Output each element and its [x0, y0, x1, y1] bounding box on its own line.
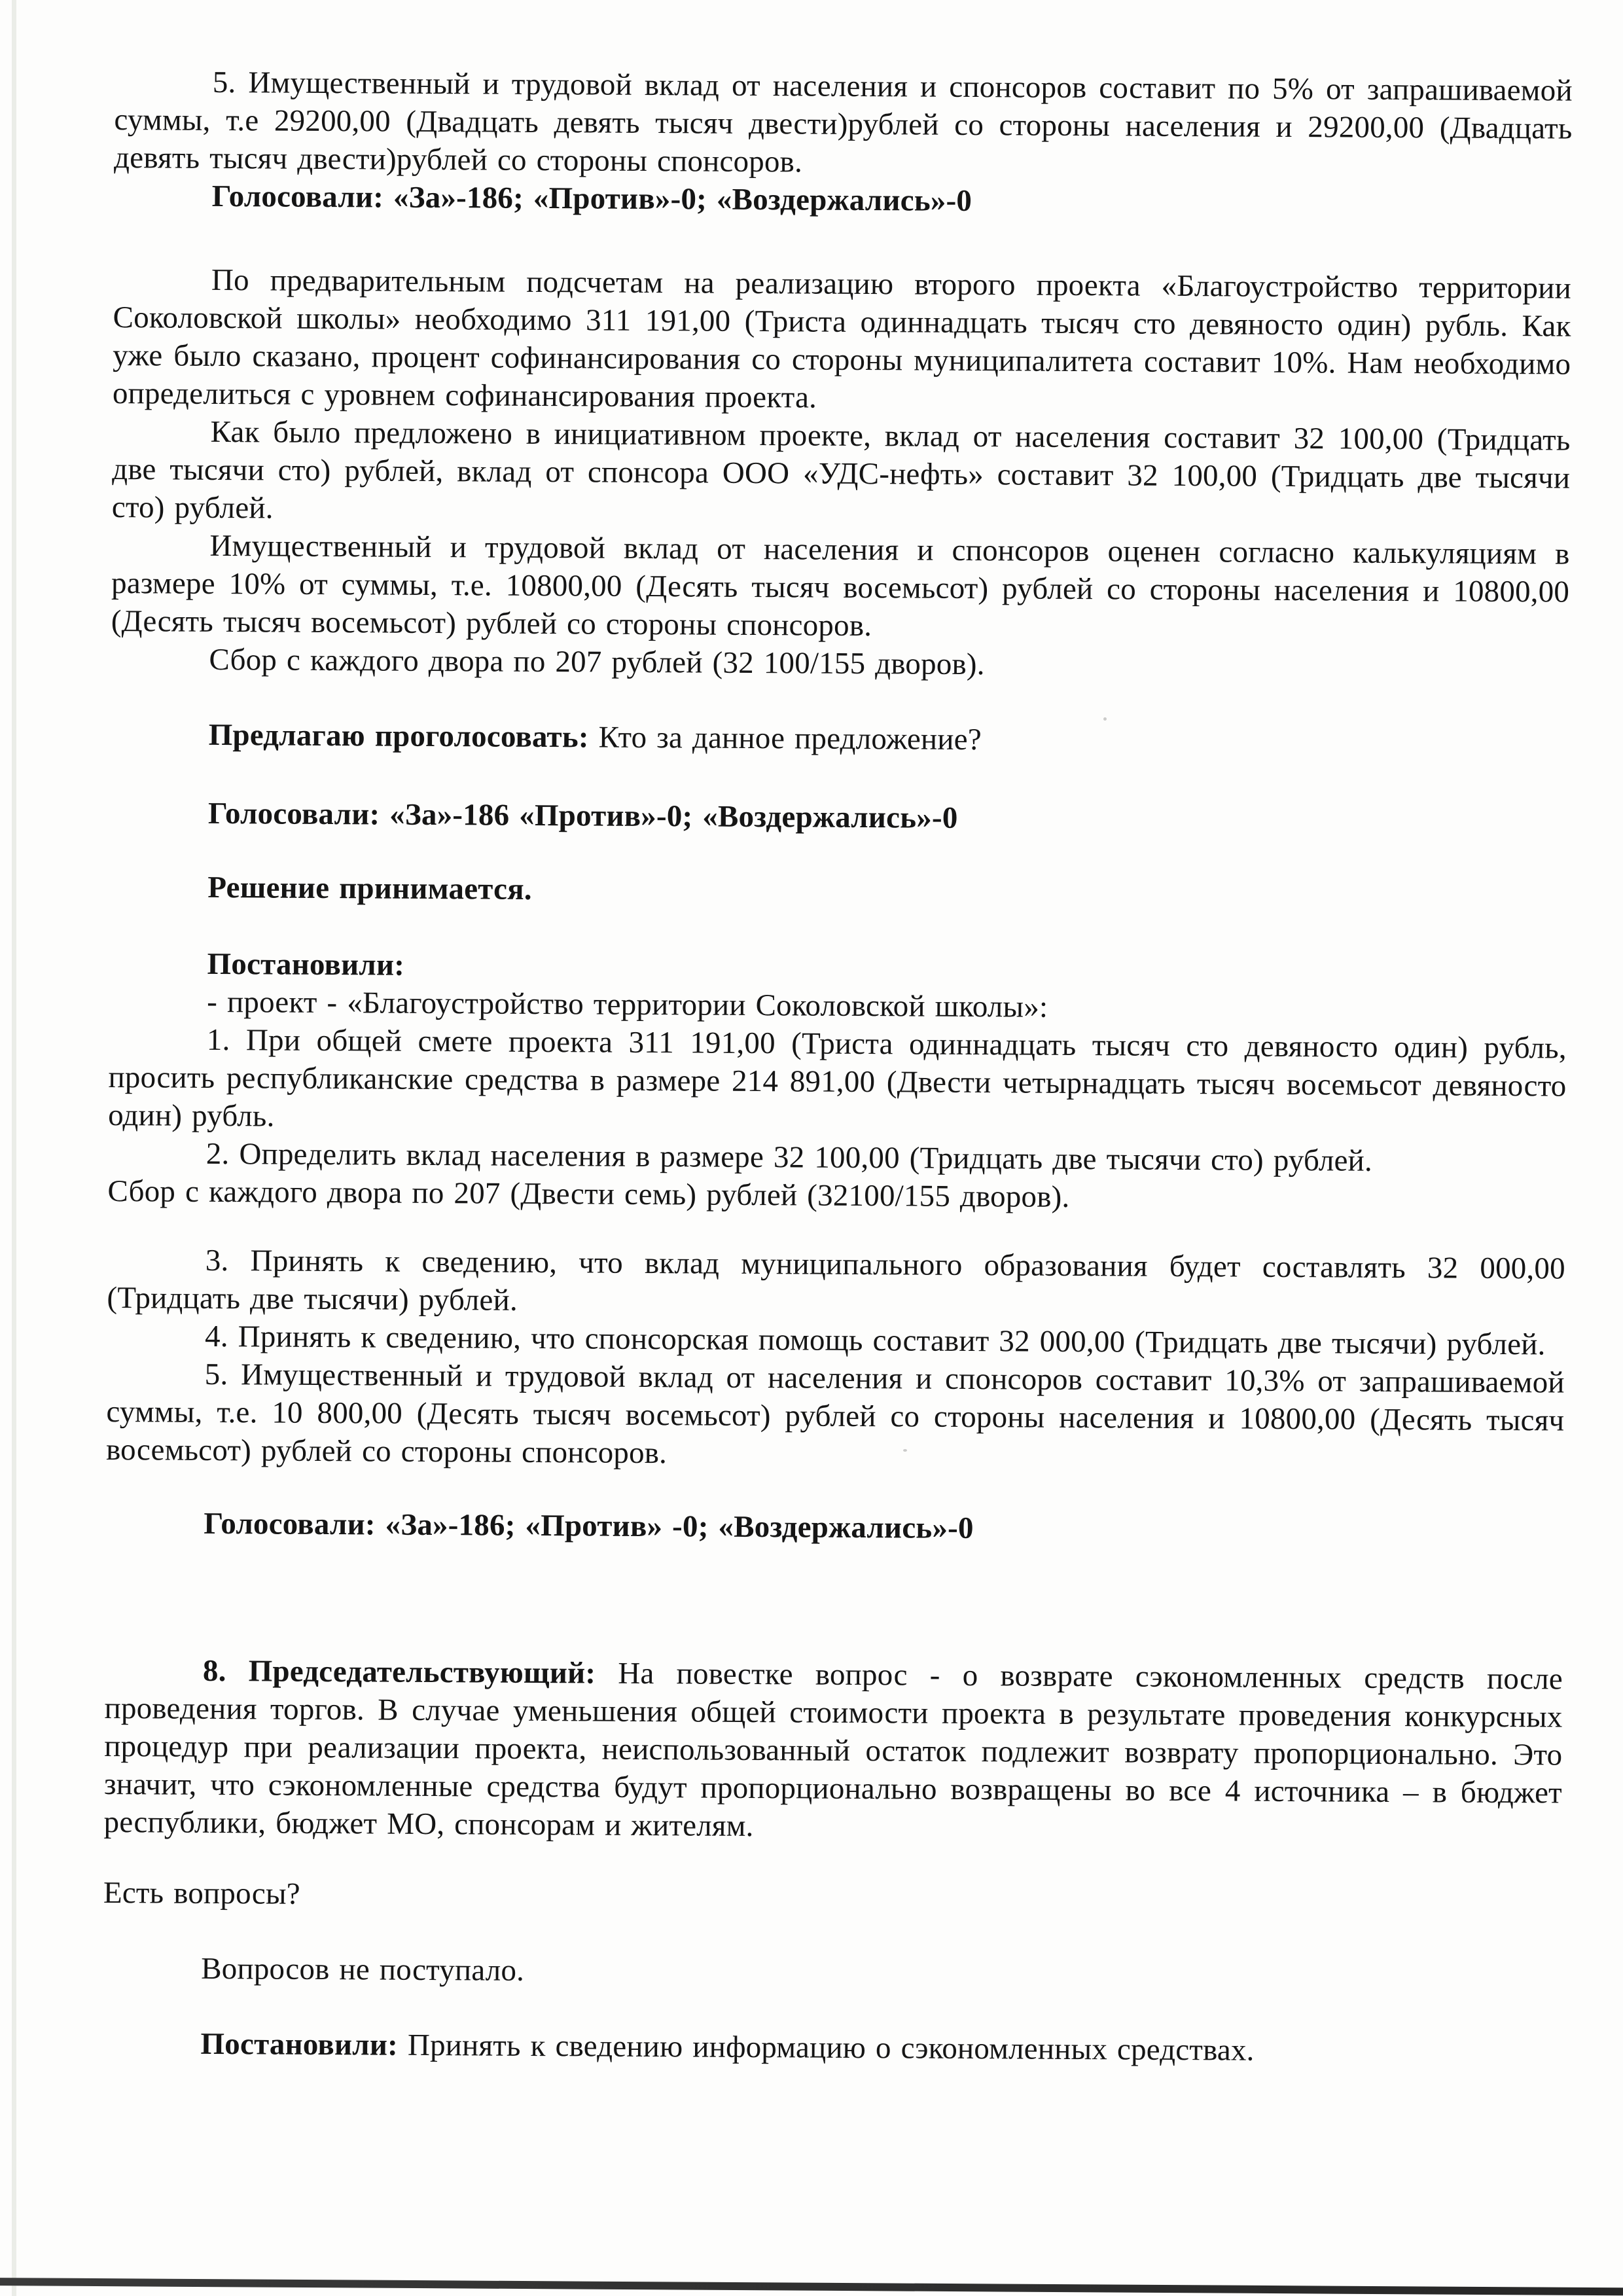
document-text-block [102, 63, 1573, 2072]
para-item5-inkind-contribution: 5. Имущественный и трудовой вклад от населения и спонсоров составит по 5% от запрашиваемой суммы, т.е 29200,00 (Двадцать девять тысяч двести)рублей со стороны населения и 29200,00 (Двадцать девять тысяч двести)рублей со стороны спонсоров. [113, 65, 1573, 179]
para-any-questions: Есть вопросы? [103, 1875, 300, 1911]
resolved-project-name: - проект - «Благоустройство территории Соколовской школы»: [207, 984, 1048, 1024]
scan-speck-1 [1103, 717, 1107, 721]
vote-result-3: Голосовали: «За»-186; «Против» -0; «Воздержались»-0 [204, 1506, 974, 1546]
resolved-item-2: 2. Определить вклад населения в размере 32 100,00 (Тридцать две тысячи сто) рублей. [205, 1136, 1373, 1178]
vote-result-1: Голосовали: «За»-186; «Против»-0; «Воздержались»-0 [211, 179, 972, 219]
para-call-to-vote: Предлагаю проголосовать: Кто за данное предложение? [208, 717, 982, 757]
resolved-item-3: 3. Принять к сведению, что вклад муниципального образования будет составлять 32 000,00 (Тридцать две тысячи) рублей. [107, 1243, 1565, 1318]
para-inkind-valuation: Имущественный и трудовой вклад от населения и спонсоров оценен согласно калькуляциям в размере 10% от суммы, т.е. 10800,00 (Десять тысяч восемьсот) рублей со стороны населения и 10800,00 (Десять тысяч восемьсот) рублей со стороны спонсоров. [111, 528, 1570, 643]
resolved-item-5: 5. Имущественный и трудовой вклад от населения и спонсоров составит 10,3% от запрашиваемой суммы, т.е. 10 800,00 (Десять тысяч восемьсот) рублей со стороны населения и 10800,00 (Десять тысяч восемьсот) рублей со стороны спонсоров. [105, 1357, 1565, 1471]
para-resolved-savings: Постановили: Принять к сведению информацию о сэкономленных средствах. [200, 2026, 1255, 2068]
resolved-item-1: 1. При общей смете проекта 311 191,00 (Триста одиннадцать тысяч сто девяносто один) рубль, просить республиканские средства в размере 214 891,00 (Двести четырнадцать тысяч восемьсот девяносто один) рубль. [108, 1022, 1567, 1134]
resolved-item-4: 4. Принять к сведению, что спонсорская помощь составит 32 000,00 (Тридцать две тысячи) рублей. [204, 1319, 1546, 1362]
resolved-yard-fee: Сбор с каждого двора по 207 (Двести семь) рублей (32100/155 дворов). [107, 1174, 1070, 1214]
para-yard-fee: Сбор с каждого двора по 207 рублей (32 100/155 дворов). [209, 642, 985, 682]
vote-result-2: Голосовали: «За»-186 «Против»-0; «Воздержались»-0 [207, 796, 958, 835]
para-no-questions: Вопросов не поступало. [201, 1951, 525, 1988]
para-chairman-agenda-8: 8. Председательствующий: На повестке вопрос - о возврате сэкономленных средств после проведения торгов. В случае уменьшения общей стоимости проекта в результате проведения конкурсных процедур при реализации проекта, неиспользованный остаток подлежит возврату пропорционально. Это значит, что сэкономленные средства будут пропорционально возвращены во все 4 источника – в бюджет республики, бюджет МО, спонсорам и жителям. [103, 1653, 1563, 1844]
scan-speck-2 [903, 1449, 907, 1452]
para-decision-accepted: Решение принимается. [207, 870, 532, 906]
resolved-heading: Постановили: [207, 946, 405, 982]
scan-edge-left [12, 0, 16, 2296]
scan-edge-bottom [0, 2278, 1623, 2296]
para-initiative-proposal: Как было предложено в инициативном проекте, вклад от населения составит 32 100,00 (Тридцать две тысячи сто) рублей, вклад от спонсора ООО «УДС-нефть» составит 32 100,00 (Тридцать две тысячи сто) рублей. [111, 414, 1571, 526]
para-preliminary-estimate: По предварительным подсчетам на реализацию второго проекта «Благоустройство территории Соколовской школы» необходимо 311 191,00 (Триста одиннадцать тысяч сто девяносто один) рубль. Как уже было сказано, процент софинансирования со стороны муниципалитета составит 10%. Нам необходимо определиться с уровнем софинансирования проекта. [112, 262, 1572, 415]
